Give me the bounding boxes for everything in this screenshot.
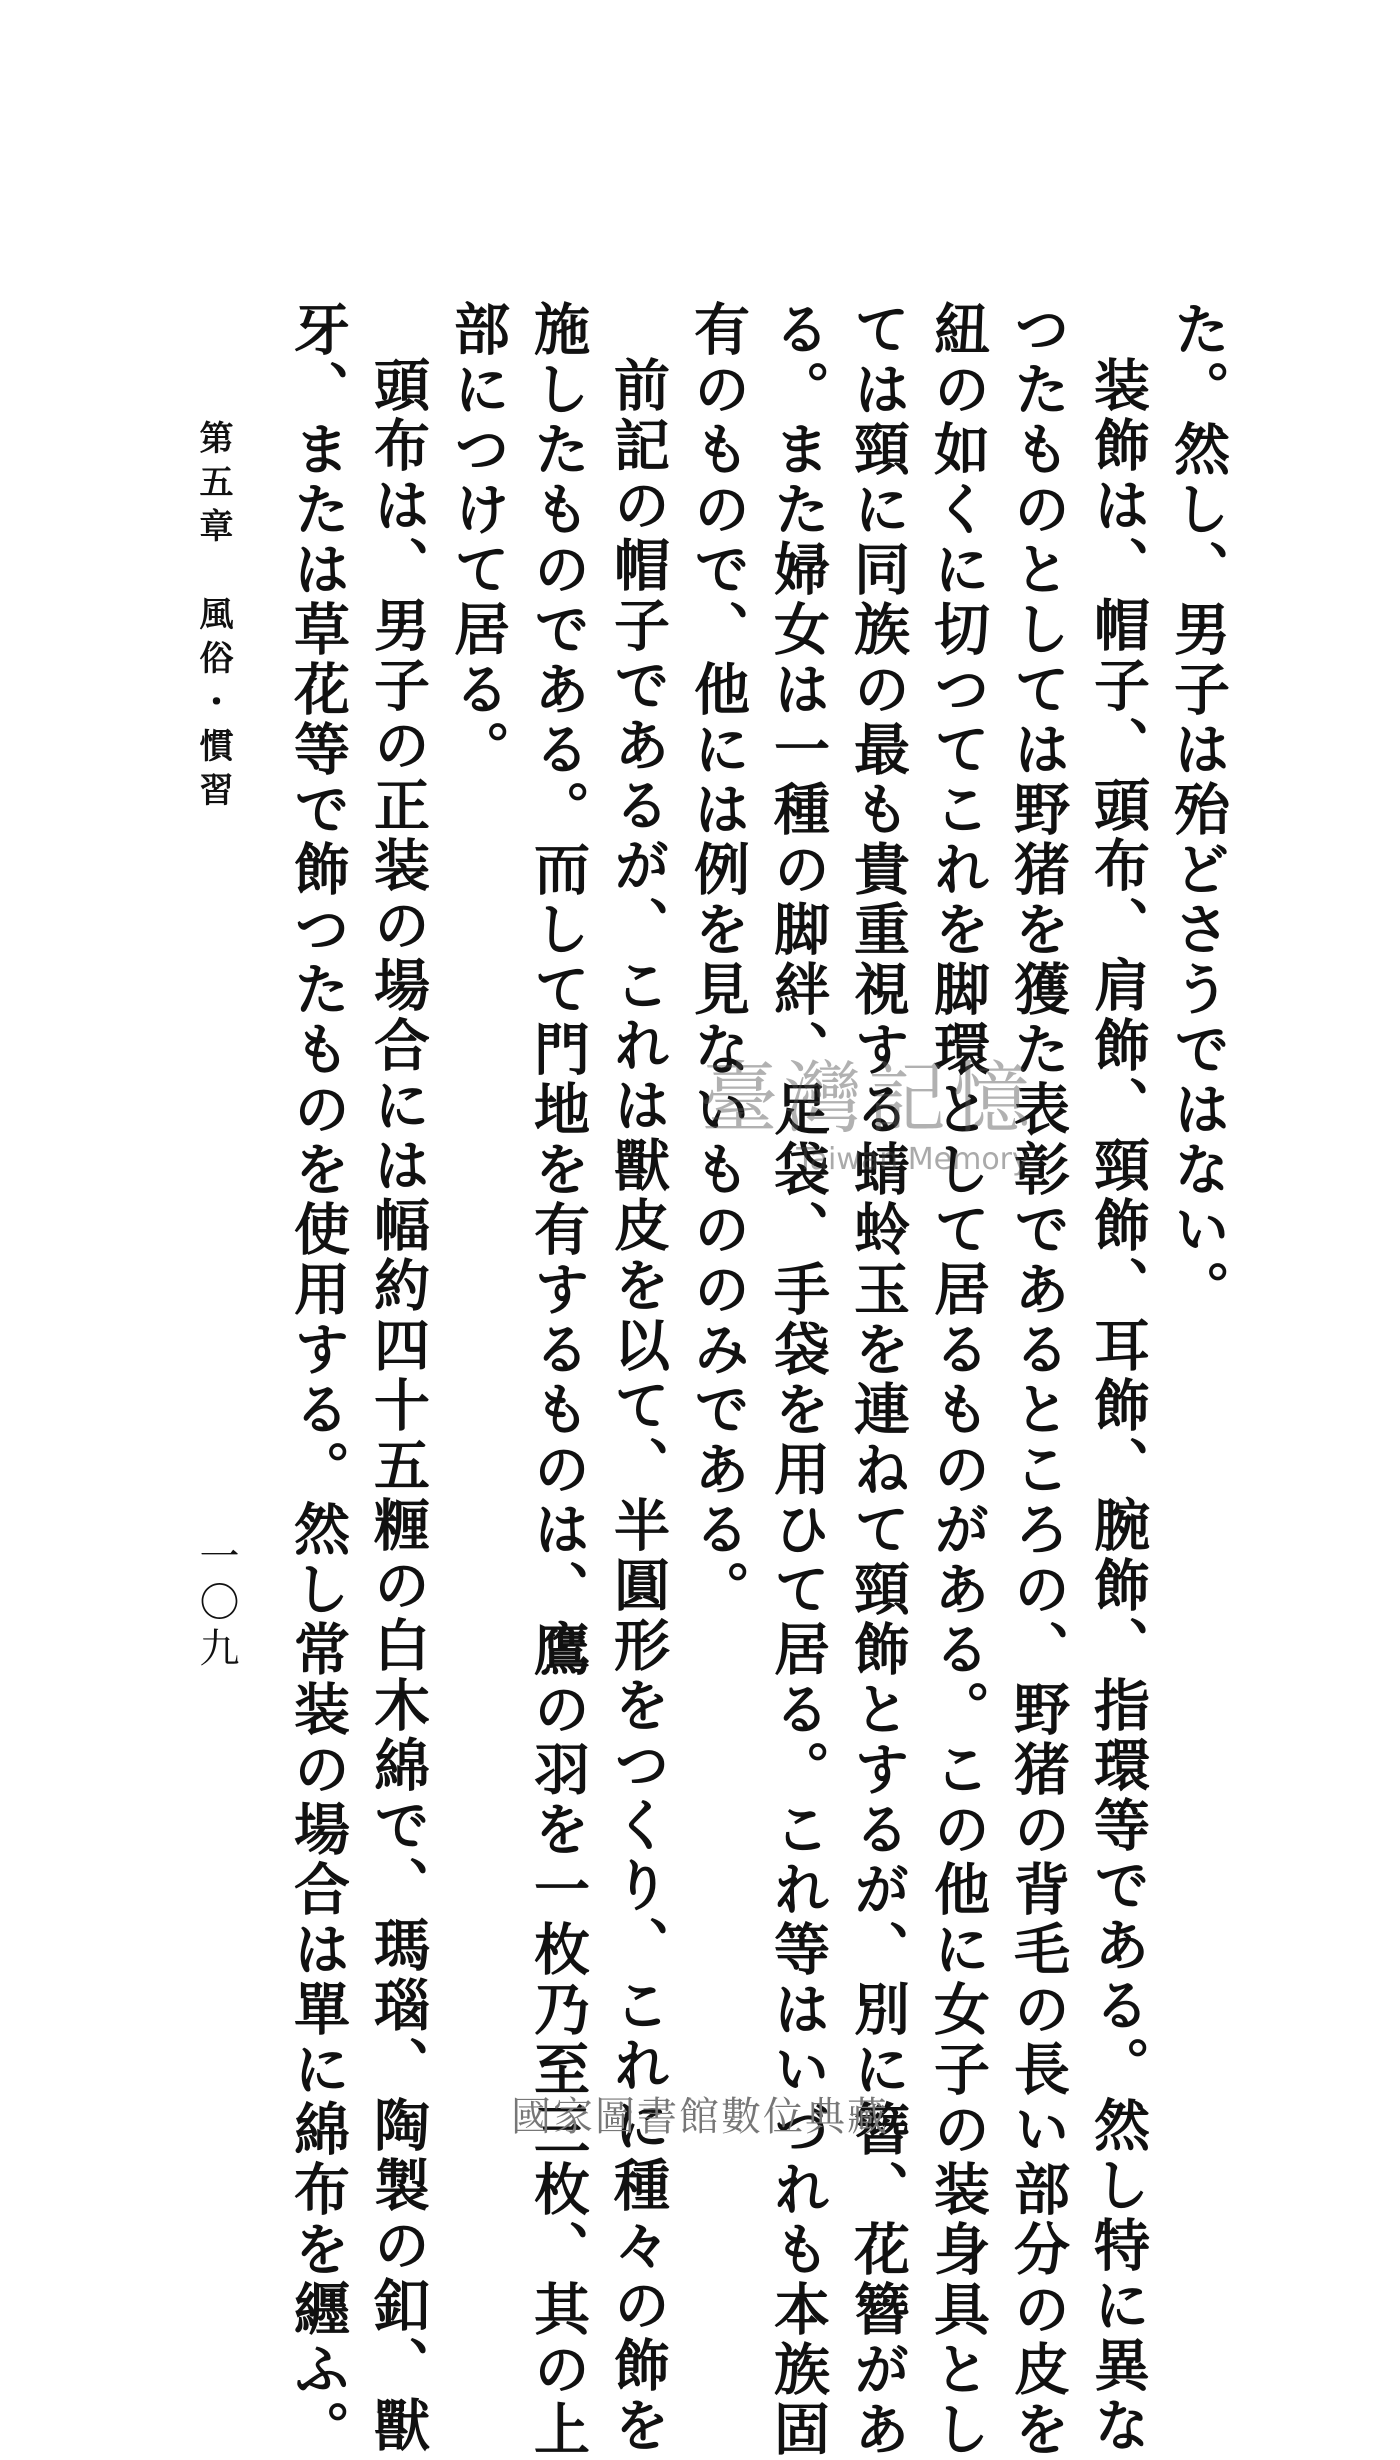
footer-credit: 國家圖書館數位典藏 [511, 2094, 889, 2140]
running-head: 第五章 風俗・慣習 [193, 420, 233, 816]
text-column-6: る。また婦女は一種の脚絆、足袋、手袋を用ひて居る。これ等はいづれも本族固 [765, 300, 831, 2460]
text-column-11: 頭布は、男子の正装の場合には幅約四十五糎の白木綿で、瑪瑙、陶製の釦、獸 [365, 356, 431, 2456]
text-column-4: 紐の如くに切つてこれを脚環として居るものがある。この他に女子の装身具とし [925, 300, 991, 2460]
text-column-9: 施したものである。而して門地を有するものは、鷹の羽を一枚乃至三枚、其の上 [525, 300, 591, 2460]
text-column-3: つたものとしては野猪を獲た表彰であるところの、野猪の背毛の長い部分の皮を [1005, 300, 1071, 2460]
page-number: 一〇九 [193, 1535, 239, 1673]
text-column-12: 牙、または草花等で飾つたものを使用する。然し常装の場合は單に綿布を纒ふ。 [285, 300, 351, 2460]
watermark-title: 臺灣記憶 [700, 1054, 1037, 1144]
text-column-10: 部につけて居る。 [445, 300, 511, 780]
text-column-5: ては頸に同族の最も貴重視する蜻蛉玉を連ねて頸飾とするが、別に簪、花簪があ [845, 300, 911, 2460]
text-column-8: 前記の帽子であるが、これは獸皮を以て、半圓形をつくり、これに種々の飾を [605, 356, 671, 2456]
watermark-subtitle: Taiwan Memory [796, 1142, 1030, 1177]
text-column-1: た。然し、男子は殆どさうではない。 [1165, 300, 1231, 1320]
text-column-7: 有のもので、他には例を見ないもののみである。 [685, 300, 751, 1620]
text-column-2: 装飾は、帽子、頭布、肩飾、頸飾、耳飾、腕飾、指環等である。然し特に異な [1085, 356, 1151, 2456]
